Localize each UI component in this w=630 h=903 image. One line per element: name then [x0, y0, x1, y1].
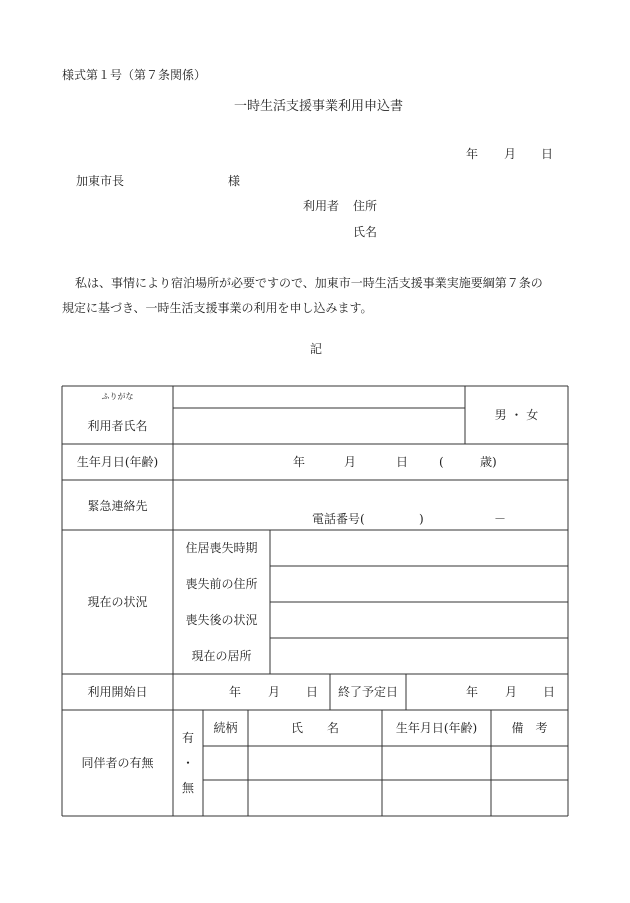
start-year: 年: [229, 685, 242, 699]
start-date-label: 利用開始日: [87, 685, 148, 699]
phone-close: ): [419, 512, 424, 526]
addressee-honorific: 様: [228, 174, 241, 188]
birthdate-month: 月: [344, 455, 357, 469]
birthdate-label: 生年月日(年齢): [76, 455, 159, 469]
companion-no[interactable]: 無: [181, 781, 194, 795]
phone-dash: －: [494, 512, 507, 526]
page-title: 一時生活支援事業利用申込書: [234, 99, 404, 114]
date-day-label: 日: [541, 147, 554, 161]
companion-header-remarks: 備 考: [511, 721, 548, 735]
form-number: 様式第１号（第７条関係）: [62, 68, 207, 82]
companion-header-birthdate: 生年月日(年齢): [395, 721, 478, 735]
end-month: 月: [505, 685, 518, 699]
companion-yes[interactable]: 有: [181, 731, 194, 745]
phone-label: 電話番号(: [312, 512, 365, 526]
birthdate-year: 年: [293, 455, 306, 469]
status-row-current-residence: 現在の居所: [191, 649, 252, 663]
user-name-label: 利用者氏名: [87, 419, 148, 433]
companion-header-name: 氏 名: [290, 721, 339, 735]
date-year-label: 年: [466, 147, 479, 161]
start-day: 日: [306, 685, 319, 699]
body-line-1: 私は、事情により宿泊場所が必要ですので、加東市一時生活支援事業実施要綱第７条の: [75, 276, 543, 290]
status-row-after-loss: 喪失後の状況: [185, 613, 258, 627]
end-year: 年: [466, 685, 479, 699]
emergency-contact-label: 緊急連絡先: [87, 499, 148, 513]
age-open: (: [439, 455, 444, 469]
ki-heading: 記: [310, 342, 323, 356]
applicant-address-label: 住所: [353, 199, 378, 213]
addressee-name: 加東市長: [76, 174, 125, 188]
companion-header-relation: 続柄: [213, 721, 238, 735]
birthdate-day: 日: [396, 455, 409, 469]
body-line-2: 規定に基づき、一時生活支援事業の利用を申し込みます。: [62, 301, 373, 315]
gender-options[interactable]: 男 ・ 女: [494, 408, 539, 422]
companion-label: 同伴者の有無: [81, 756, 154, 770]
age-label: 歳): [480, 455, 497, 469]
furigana-label: ふりがな: [101, 392, 134, 401]
application-form-table: [62, 386, 568, 816]
status-row-housing-loss-time: 住居喪失時期: [185, 541, 258, 555]
status-row-previous-address: 喪失前の住所: [185, 577, 258, 591]
status-label: 現在の状況: [87, 595, 148, 609]
companion-separator: ・: [181, 756, 194, 770]
end-date-label: 終了予定日: [337, 685, 398, 699]
applicant-name-label: 氏名: [353, 225, 378, 239]
applicant-label: 利用者: [303, 199, 340, 213]
start-month: 月: [268, 685, 281, 699]
end-day: 日: [543, 685, 556, 699]
date-month-label: 月: [504, 147, 517, 161]
